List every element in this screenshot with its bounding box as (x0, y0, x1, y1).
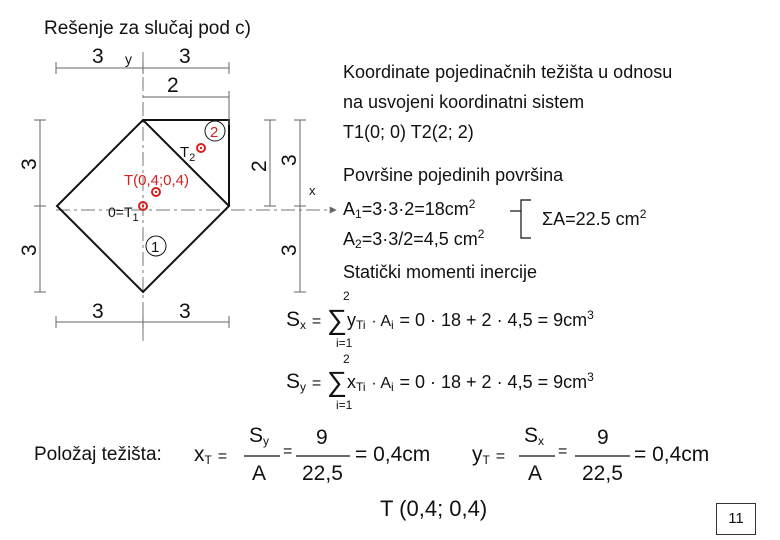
dim-top-right: 3 (179, 45, 191, 68)
dim-top-left: 3 (92, 45, 104, 68)
xt-numerator: $S_y$ (249, 424, 270, 448)
sum-symbol: ∑ (327, 304, 348, 335)
dim-left-upper: 3 (18, 158, 41, 170)
yt-numerator-2: 9 (597, 426, 609, 449)
coords-line-3: T1(0; 0) T2(2; 2) (343, 122, 474, 142)
label-centroid-t: T(0,4;0,4) (124, 172, 190, 189)
sx-sum-lower: i=1 (336, 336, 353, 350)
xt-result: = 0,4cm (355, 443, 431, 466)
label-t2: $T_2$ (180, 144, 196, 164)
sy-sum-lower: i=1 (336, 398, 353, 412)
x-axis-label: x (309, 183, 316, 198)
sy-sum-upper: 2 (343, 352, 350, 366)
xt-denominator-2: 22,5 (302, 462, 343, 485)
coords-line-2: na usvojeni koordinatni sistem (343, 92, 585, 112)
page-number: 11 (716, 503, 756, 535)
region-2-label: 2 (210, 124, 219, 141)
sum-symbol: ∑ (327, 366, 348, 397)
dimension-lines (34, 62, 306, 328)
label-t1: $0=T_1$ (108, 204, 139, 224)
areas-heading: Površine pojedinih površina (343, 165, 564, 185)
slide-title: Rešenje za slučaj pod c) (44, 18, 251, 39)
yt-lhs: $y_T$ = (472, 443, 506, 467)
dim-right-inner: 2 (248, 160, 271, 172)
sy-formula: $S_y = \sum x_{Ti} \cdot A_i = 0 \cdot 18 + 2 \cdot 4,5 = 9cm^3$ (286, 366, 594, 397)
area-a1: $A_1=3\cdot 3\cdot 2=18cm^2$ (343, 197, 476, 221)
sx-sum-upper: 2 (343, 289, 350, 303)
dim-left-lower: 3 (18, 244, 41, 256)
dim-right-lower: 3 (278, 244, 301, 256)
final-result: T (0,4; 0,4) (380, 496, 488, 521)
sx-formula: $S_x = \sum y_{Ti} \cdot A_i = 0 \cdot 18 + 2 \cdot 4,5 = 9cm^3$ (286, 304, 594, 335)
static-moments-heading: Statički momenti inercije (343, 262, 538, 282)
xt-numerator-2: 9 (316, 426, 328, 449)
dim-bottom-left: 3 (92, 300, 104, 323)
region-1-label: 1 (151, 239, 160, 256)
yt-result: = 0,4cm (634, 443, 710, 466)
total-area: ΣA=22.5 $cm^2$ (542, 207, 647, 229)
yt-denominator: A (528, 462, 543, 485)
yt-numerator: $S_x$ (524, 424, 545, 448)
area-bracket (521, 200, 531, 238)
dim-top-inner: 2 (167, 74, 179, 97)
xt-lhs: $x_T$ = (194, 443, 228, 467)
position-label: Položaj težišta: (34, 444, 162, 465)
dim-bottom-right: 3 (179, 300, 191, 323)
dim-right-upper: 3 (278, 154, 301, 166)
xt-denominator: A (252, 462, 267, 485)
coords-line-1: Koordinate pojedinačnih težišta u odnosu (343, 62, 673, 82)
yt-denominator-2: 22,5 (582, 462, 623, 485)
area-a2: $A_2=3\cdot 3/2=4,5$ $cm^2$ (343, 227, 485, 251)
y-axis-label: y (125, 51, 132, 67)
